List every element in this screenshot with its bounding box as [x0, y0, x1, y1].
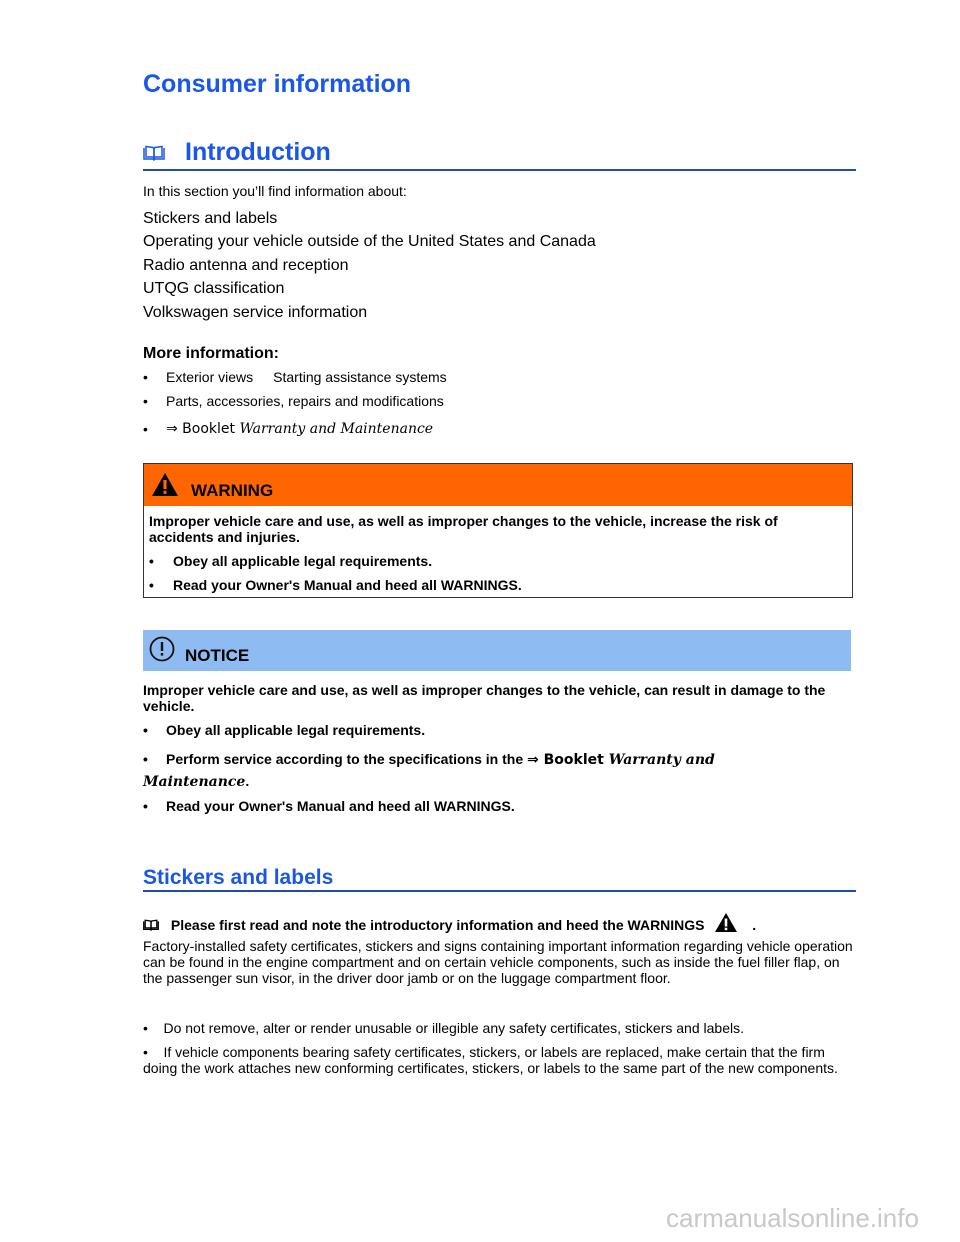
book-icon [143, 145, 165, 161]
link-parts-accessories[interactable]: Parts, accessories, repairs and modifications [166, 393, 444, 409]
notice-text: Improper vehicle care and use, as well as improper changes to the vehicle, can result in damage to the vehicle. [143, 682, 826, 714]
bullet-dot: • [149, 553, 154, 569]
topic-list [143, 207, 596, 324]
link-booklet-warranty[interactable]: ⇒ Booklet Warranty and Maintenance [166, 421, 434, 437]
bullet-dot: • [149, 577, 154, 593]
bullet-dot: • [143, 751, 148, 767]
warning-triangle-icon[interactable] [714, 912, 738, 933]
warning-label: WARNING [191, 481, 274, 500]
topic-item: Stickers and labels [143, 210, 278, 227]
heading-rule [143, 890, 856, 892]
more-info-title: More information: [143, 345, 279, 362]
link-exterior-views[interactable]: Exterior views [166, 369, 254, 385]
list-item: • Do not remove, alter or render unusable or illegible any safety certificates, stickers and labels. [143, 1020, 744, 1036]
link-starting-assistance[interactable]: Starting assistance systems [273, 369, 447, 385]
section-heading-introduction [143, 138, 331, 167]
topic-item: Volkswagen service information [143, 303, 368, 321]
intro-lead: In this section you’ll find information about: [143, 183, 407, 199]
warning-header [144, 464, 852, 506]
stickers-paragraph: Factory-installed safety certificates, stickers and signs containing important information regarding vehicle operation can be found in the engine compartment and on certain vehicle components, such as inside the fuel filler flap, on the passenger sun visor, in the driver door jamb or on the luggage compartment floor. [143, 938, 853, 986]
section-title: Introduction [185, 138, 331, 166]
bullet-dot: • [143, 421, 148, 437]
bullet-dot: • [143, 369, 148, 385]
notice-exclamation-icon [149, 636, 175, 662]
topic-item: Radio antenna and reception [143, 256, 349, 274]
book-icon [143, 919, 159, 931]
warning-triangle-icon [151, 472, 179, 497]
bullet-dot: • [143, 1020, 148, 1036]
heading-rule [143, 169, 856, 171]
notice-item2-continuation: Maintenance. [143, 773, 250, 790]
bullet-dot: • [143, 393, 148, 409]
notice-header [143, 630, 851, 671]
topic-item: UTQG classification [143, 280, 285, 298]
notice-label: NOTICE [185, 646, 250, 665]
bullet-dot: • [143, 1044, 148, 1060]
page-title: Consumer information [143, 70, 412, 98]
bullet-dot: • [143, 722, 148, 738]
bullet-dot: • [143, 798, 148, 814]
warning-box: WARNING Improper vehicle care and use, as well as improper changes to the vehicle, increase the risk of accidents and injuries. • Obey all applicable legal requirements. • Read your Owner's Manual and heed all WARNINGS. [143, 463, 853, 598]
link-booklet-warranty[interactable]: ⇒ Booklet Warranty and [527, 752, 715, 768]
section-title: Stickers and labels [143, 866, 334, 889]
warning-text: Improper vehicle care and use, as well as improper changes to the vehicle, increase the risk of accidents and injuries. [149, 513, 778, 545]
topic-item: Operating your vehicle outside of the United States and Canada [143, 233, 596, 251]
intro-note: Please first read and note the introductory information and heed the WARNINGS . [143, 912, 756, 933]
watermark: carmanualsonline.info [666, 1203, 919, 1233]
list-item: • If vehicle components bearing safety certificates, stickers, or labels are replaced, make certain that the firm doing the work attaches new conforming certificates, stickers, or labels to the same part of the new components. [143, 1044, 838, 1076]
